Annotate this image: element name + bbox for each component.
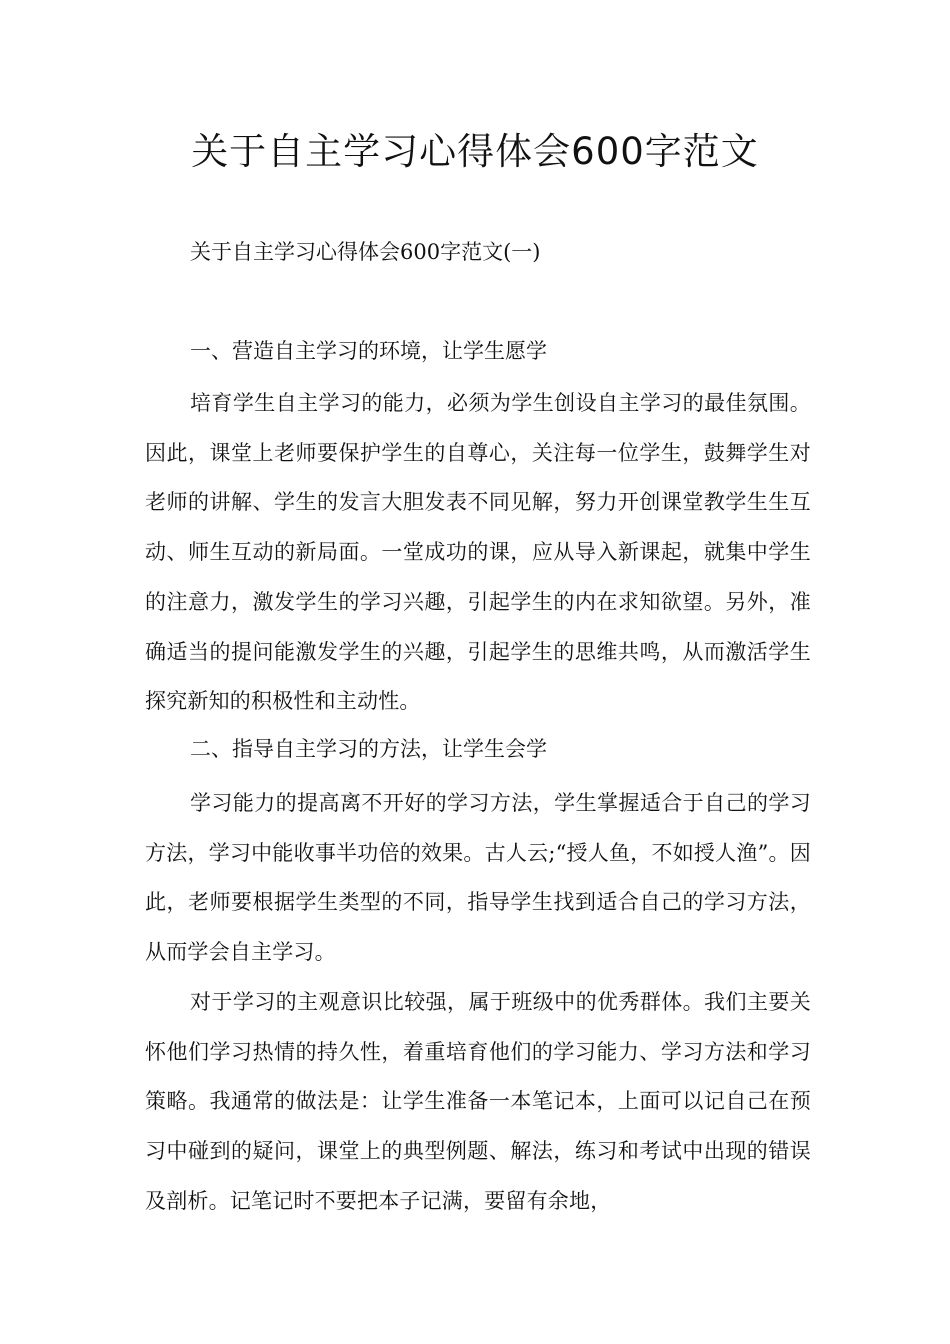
section-paragraph-1: 培育学生自主学习的能力，必须为学生创设自主学习的最佳氛围。因此，课堂上老师要保护学生的自尊心，关注每一位学生，鼓舞学生对老师的讲解、学生的发言大胆发表不同见解，努力开创课堂教学生生互动、师生互动的新局面。一堂成功的课，应从导入新课起，就集中学生的注意力，激发学生的学习兴趣，引起学生的内在求知欲望。另外，准确适当的提问能激发学生的兴趣，引起学生的思维共鸣，从而激活学生探究新知的积极性和主动性。 — [145, 391, 811, 714]
section-paragraph-2: 学习能力的提高离不开好的学习方法，学生掌握适合于自己的学习方法，学习中能收事半功倍的效果。古人云;“授人鱼，不如授人渔”。因此，老师要根据学生类型的不同，指导学生找到适合自己的学习方法，从而学会自主学习。 — [145, 791, 811, 965]
document-title: 关于自主学习心得体会600字范文 — [191, 130, 759, 173]
section-heading-1: 一、营造自主学习的环境，让学生愿学 — [190, 339, 547, 363]
section-paragraph-3: 对于学习的主观意识比较强，属于班级中的优秀群体。我们主要关怀他们学习热情的持久性，着重培育他们的学习能力、学习方法和学习策略。我通常的做法是：让学生准备一本笔记本，上面可以记自己在预习中碰到的疑问，课堂上的典型例题、解法，练习和考试中出现的错误及剖析。记笔记时不要把本子记满，要留有余地， — [145, 990, 811, 1213]
document-subtitle: 关于自主学习心得体会600字范文(一) — [190, 240, 541, 264]
section-heading-2: 二、指导自主学习的方法，让学生会学 — [190, 737, 547, 761]
